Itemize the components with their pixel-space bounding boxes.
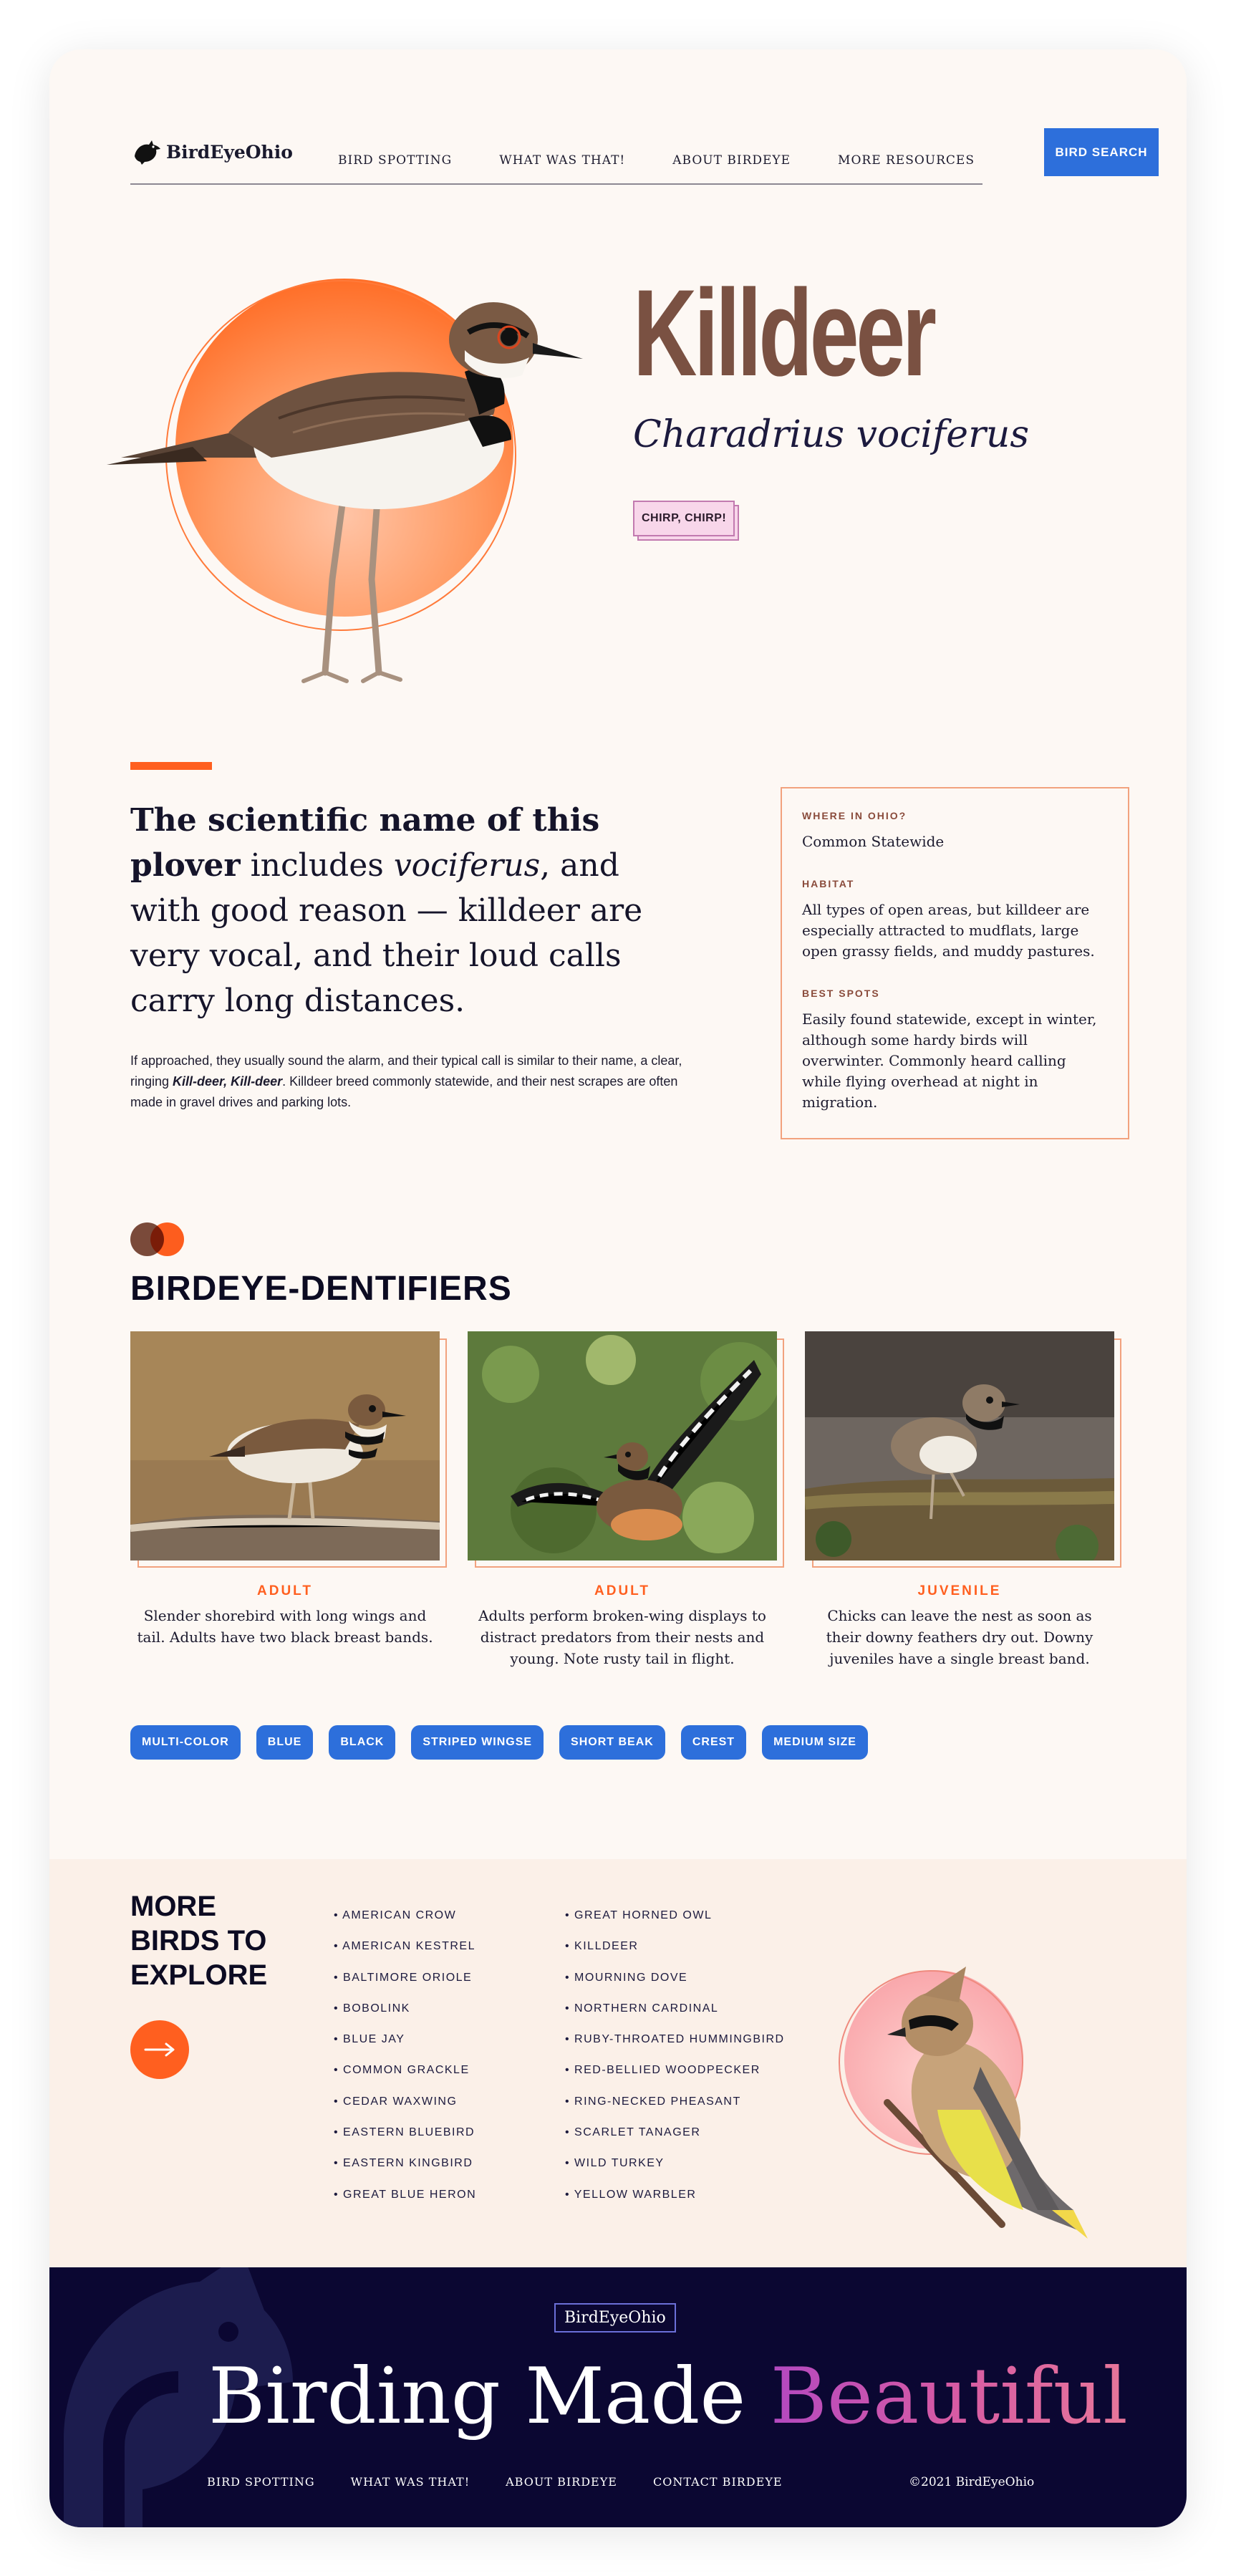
- bird-link[interactable]: • BALTIMORE ORIOLE: [334, 1971, 473, 1984]
- bird-link[interactable]: • AMERICAN CROW: [334, 1909, 457, 1921]
- tag-medium-size[interactable]: MEDIUM SIZE: [762, 1725, 868, 1760]
- lead-bold: The scientific name of this plover: [130, 802, 600, 884]
- page-card: [49, 49, 1187, 2527]
- card-description: Adults perform broken-wing displays to distract predators from their nests and young. Note rusty tail in flight.: [478, 1607, 766, 1667]
- nav-link-bird-spotting[interactable]: BIRD SPOTTING: [338, 153, 453, 168]
- adult-standing-photo[interactable]: [130, 1331, 440, 1560]
- intro-lead-paragraph: [130, 798, 646, 1023]
- copyright: ©2021 BirdEyeOhio: [909, 2475, 1035, 2489]
- footer-tagline: Birding Made Beautiful: [208, 2352, 1128, 2441]
- accent-bar: [130, 762, 212, 770]
- card-label: ADULT: [594, 1583, 650, 1598]
- fact-label-best-spots: BEST SPOTS: [802, 988, 880, 999]
- bird-link[interactable]: • WILD TURKEY: [565, 2157, 665, 2170]
- killdeer-illustration: [64, 243, 651, 701]
- card-description: Slender shorebird with long wings and tail. Adults have two black breast bands.: [137, 1607, 433, 1646]
- nav-link-what-was-that[interactable]: WHAT WAS THAT!: [499, 153, 626, 168]
- tagline-highlight: Beautiful: [770, 2352, 1128, 2441]
- fact-value-best-spots: Easily found statewide, except in winter, although some hardy birds will overwinter. Commonly heard calling while flying overhead at night in migration.: [802, 1010, 1097, 1111]
- detail-text-1: If approached, they usually sound the alarm, and their typical call is similar to their name, a clear, ringing: [130, 1053, 682, 1089]
- fact-label-habitat: HABITAT: [802, 878, 855, 889]
- bird-link[interactable]: • CEDAR WAXWING: [334, 2095, 458, 2108]
- facts-panel: [781, 787, 1129, 1139]
- footer-link-about-birdeye[interactable]: ABOUT BIRDEYE: [506, 2475, 617, 2489]
- nav-link-more-resources[interactable]: MORE RESOURCES: [838, 153, 975, 168]
- lead-text-1: includes: [240, 847, 394, 884]
- footer-logo[interactable]: BirdEyeOhio: [554, 2303, 676, 2333]
- bird-link[interactable]: • MOURNING DOVE: [565, 1971, 688, 1984]
- nav-links: [338, 153, 975, 168]
- nav-divider: [130, 183, 982, 185]
- identifier-card: [130, 1331, 440, 1648]
- more-birds-title: MORE BIRDS TO EXPLORE: [130, 1891, 268, 1991]
- chirp-audio-button[interactable]: CHIRP, CHIRP!: [633, 501, 735, 536]
- bird-logo-icon: [130, 138, 162, 166]
- detail-text-2: . Killdeer breed commonly statewide, and their nest scrapes are often made in gravel drives and parking lots.: [130, 1074, 678, 1109]
- more-birds-section: [49, 1859, 1187, 2267]
- card-label: ADULT: [257, 1583, 313, 1598]
- section-dots-icon: [130, 1222, 188, 1258]
- identifiers-title: BIRDEYE-DENTIFIERS: [130, 1270, 512, 1308]
- broken-wing-display-photo[interactable]: [468, 1331, 777, 1560]
- card-description: Chicks can leave the nest as soon as their downy feathers dry out. Downy juveniles have a single breast band.: [826, 1607, 1093, 1667]
- bird-link[interactable]: • BLUE JAY: [334, 2033, 405, 2046]
- tag-short-beak[interactable]: SHORT BEAK: [559, 1725, 665, 1760]
- tag-black[interactable]: BLACK: [329, 1725, 395, 1760]
- footer-link-what-was-that[interactable]: WHAT WAS THAT!: [350, 2475, 470, 2489]
- top-nav: [130, 89, 1159, 185]
- tag-striped-wings[interactable]: STRIPED WINGSE: [411, 1725, 544, 1760]
- fact-label-where: WHERE IN OHIO?: [802, 810, 907, 821]
- bird-link[interactable]: • EASTERN KINGBIRD: [334, 2157, 473, 2170]
- identifier-card: [805, 1331, 1114, 1669]
- footer-link-contact[interactable]: CONTACT BIRDEYE: [652, 2475, 783, 2489]
- bird-link[interactable]: • YELLOW WARBLER: [565, 2188, 697, 2201]
- site-footer: [49, 2267, 1187, 2527]
- cedar-waxwing-illustration: [859, 1924, 1102, 2246]
- lead-text-2: , and with good reason — killdeer are very vocal, and their loud calls carry long distances.: [130, 847, 643, 1019]
- tag-crest[interactable]: CREST: [681, 1725, 746, 1760]
- bird-link[interactable]: • RED-BELLIED WOODPECKER: [565, 2064, 761, 2077]
- bird-link[interactable]: • RUBY-THROATED HUMMINGBIRD: [565, 2033, 785, 2046]
- bird-link[interactable]: • SCARLET TANAGER: [565, 2126, 701, 2139]
- bird-list-col-2: [565, 1909, 785, 2219]
- bird-link[interactable]: • AMERICAN KESTREL: [334, 1940, 475, 1953]
- explore-arrow-button[interactable]: [130, 2020, 189, 2079]
- tag-multi-color[interactable]: MULTI-COLOR: [130, 1725, 241, 1760]
- card-label: JUVENILE: [917, 1583, 1002, 1598]
- bird-link[interactable]: • NORTHERN CARDINAL: [565, 2002, 719, 2015]
- bird-link[interactable]: • COMMON GRACKLE: [334, 2064, 470, 2077]
- feature-tags: [130, 1725, 868, 1760]
- bird-link[interactable]: • BOBOLINK: [334, 2002, 410, 2015]
- bird-list-col-1: [334, 1909, 476, 2219]
- fact-value-habitat: All types of open areas, but killdeer are especially attracted to mudflats, large open grassy fields, and muddy pastures.: [802, 901, 1095, 960]
- juvenile-photo[interactable]: [805, 1331, 1114, 1560]
- footer-nav: [207, 2475, 783, 2489]
- bird-scientific-name: Charadrius vociferus: [633, 413, 1030, 456]
- identifier-card: [468, 1331, 777, 1669]
- bird-link[interactable]: • EASTERN BLUEBIRD: [334, 2126, 475, 2139]
- logo-text: BirdEyeOhio: [166, 141, 293, 163]
- site-logo[interactable]: [130, 138, 293, 166]
- fact-value-where: Common Statewide: [802, 833, 945, 850]
- tag-blue[interactable]: BLUE: [256, 1725, 314, 1760]
- nav-link-about-birdeye[interactable]: ABOUT BIRDEYE: [672, 153, 791, 168]
- lead-italic: vociferus: [393, 847, 541, 884]
- intro-detail-paragraph: [130, 1051, 689, 1113]
- detail-italic: Kill-deer, Kill-deer: [173, 1074, 283, 1089]
- bird-link[interactable]: • GREAT BLUE HERON: [334, 2188, 477, 2201]
- bird-link[interactable]: • GREAT HORNED OWL: [565, 1909, 713, 1921]
- arrow-right-icon: [144, 2042, 175, 2057]
- bird-common-name: Killdeer: [633, 264, 934, 402]
- footer-link-bird-spotting[interactable]: BIRD SPOTTING: [207, 2475, 315, 2489]
- bird-search-button[interactable]: BIRD SEARCH: [1044, 128, 1159, 176]
- bird-link[interactable]: • RING-NECKED PHEASANT: [565, 2095, 741, 2108]
- bird-link[interactable]: • KILLDEER: [565, 1940, 639, 1953]
